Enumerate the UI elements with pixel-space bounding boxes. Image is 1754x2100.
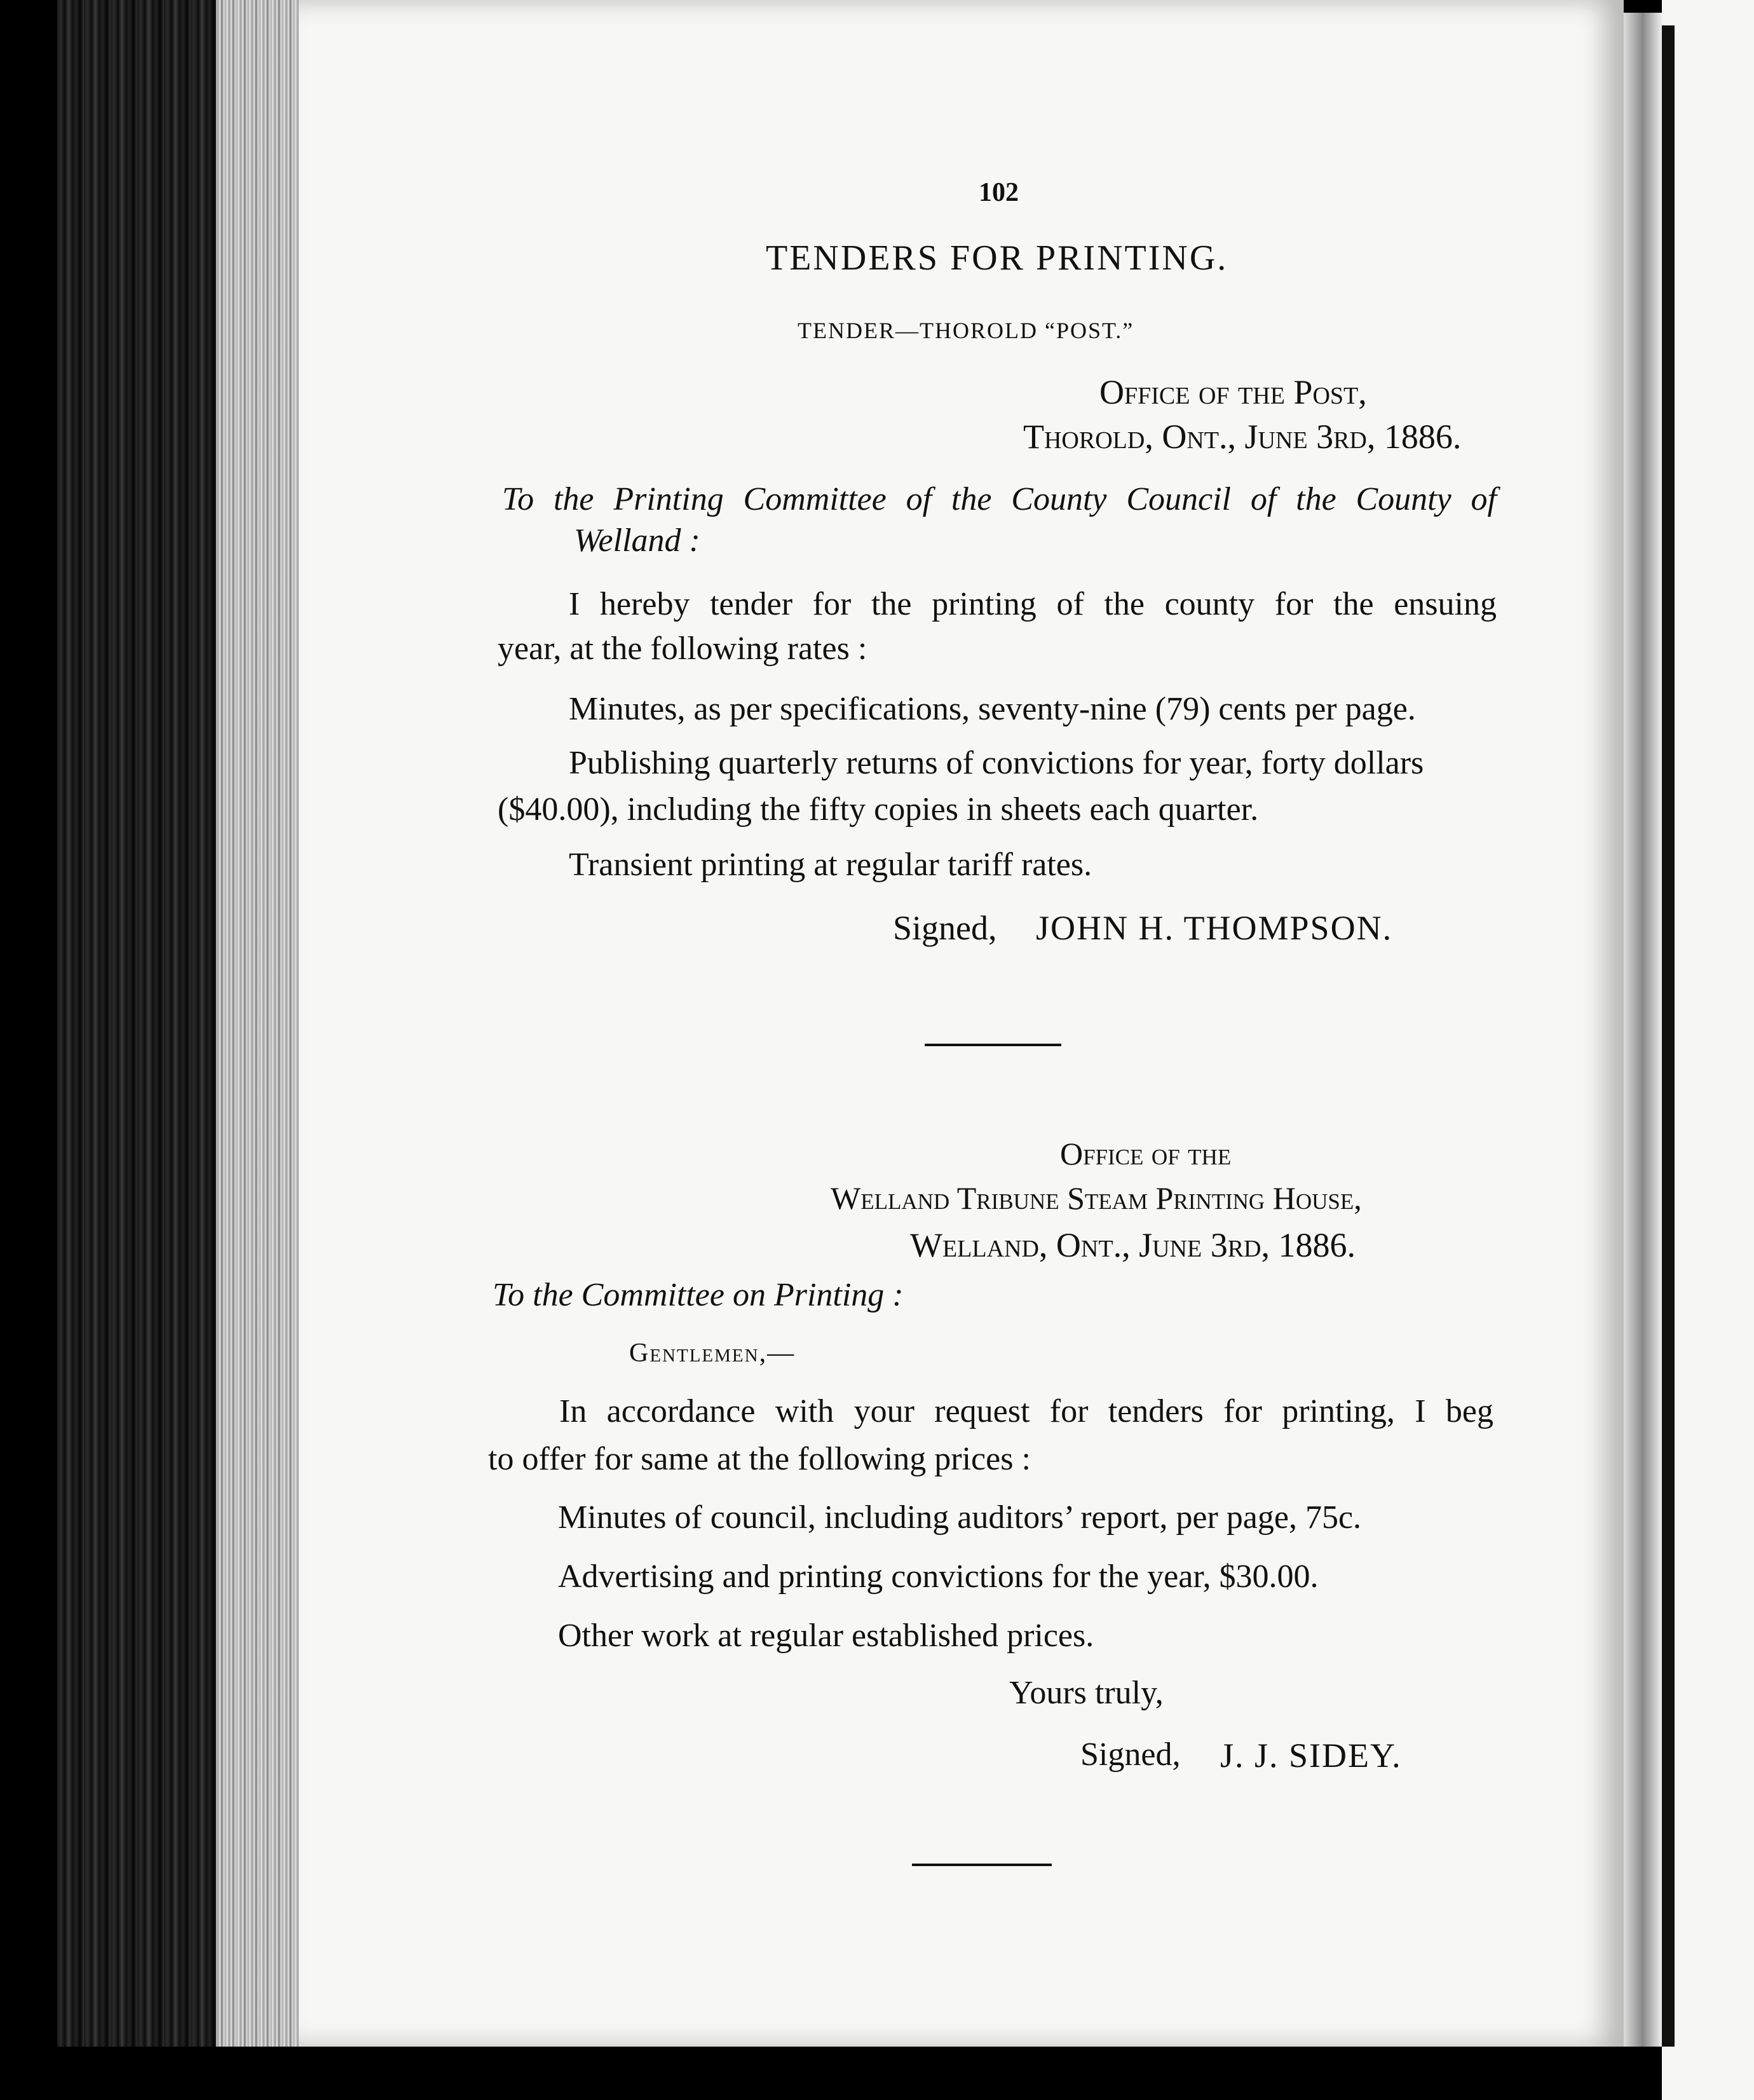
letter2-signed-label: Signed, — [1080, 1736, 1181, 1773]
letter1-signed-label: Signed, — [893, 909, 997, 947]
letter2-minutes-rate: Minutes of council, including auditors’ report, per page, 75c. — [558, 1499, 1362, 1536]
letter2-place-date: Welland, Ont., June 3rd, 1886. — [910, 1226, 1356, 1264]
letter2-paragraph: In accordance with your request for tenders for printing, I beg — [559, 1393, 1493, 1429]
page-title: TENDERS FOR PRINTING. — [766, 238, 1228, 278]
letter1-signer: JOHN H. THOMPSON. — [1036, 909, 1393, 947]
letter1-office-line: Office of the Post, — [1099, 373, 1367, 411]
letter1-paragraph-continued: year, at the following rates : — [498, 631, 867, 667]
letter1-address-continued: Welland : — [574, 522, 700, 559]
letter1-address: To the Printing Committee of the County Council of the County of — [502, 481, 1497, 517]
letter1-paragraph: I hereby tender for the printing of the county for the ensuing — [569, 586, 1497, 622]
letter2-other-work: Other work at regular established prices. — [558, 1618, 1094, 1654]
facing-page-edge — [1662, 0, 1754, 2100]
letter1-convictions-rate-continued: ($40.00), including the fifty copies in sheets each quarter. — [498, 791, 1259, 828]
tender-heading: TENDER—THOROLD “POST.” — [798, 318, 1134, 343]
letter1-convictions-rate: Publishing quarterly returns of convictions for year, forty dollars — [569, 745, 1424, 781]
letter2-address: To the Committee on Printing : — [493, 1277, 904, 1313]
book-page — [299, 0, 1624, 2047]
letter1-place-date: Thorold, Ont., June 3rd, 1886. — [1023, 418, 1462, 456]
letter2-office-name: Welland Tribune Steam Printing House, — [831, 1180, 1362, 1216]
letter2-convictions-rate: Advertising and printing convictions for the year, $30.00. — [558, 1558, 1319, 1595]
letter2-closing: Yours truly, — [1009, 1675, 1164, 1711]
facing-page-border — [1662, 25, 1675, 2047]
letter1-minutes-rate: Minutes, as per specifications, seventy-nine (79) cents per page. — [569, 691, 1416, 727]
letter2-office-line: Office of the — [1060, 1136, 1232, 1171]
book-page-stack-edge — [216, 0, 305, 2047]
letter2-signer: J. J. SIDEY. — [1220, 1736, 1402, 1775]
section-divider-end — [912, 1864, 1052, 1866]
letter2-greeting: Gentlemen,— — [629, 1339, 796, 1368]
page-gutter-shadow — [1624, 13, 1662, 2047]
section-divider — [925, 1044, 1061, 1046]
letter2-paragraph-continued: to offer for same at the following prices : — [488, 1441, 1031, 1477]
page-number: 102 — [979, 178, 1019, 207]
letter1-transient-rate: Transient printing at regular tariff rates. — [569, 847, 1092, 883]
